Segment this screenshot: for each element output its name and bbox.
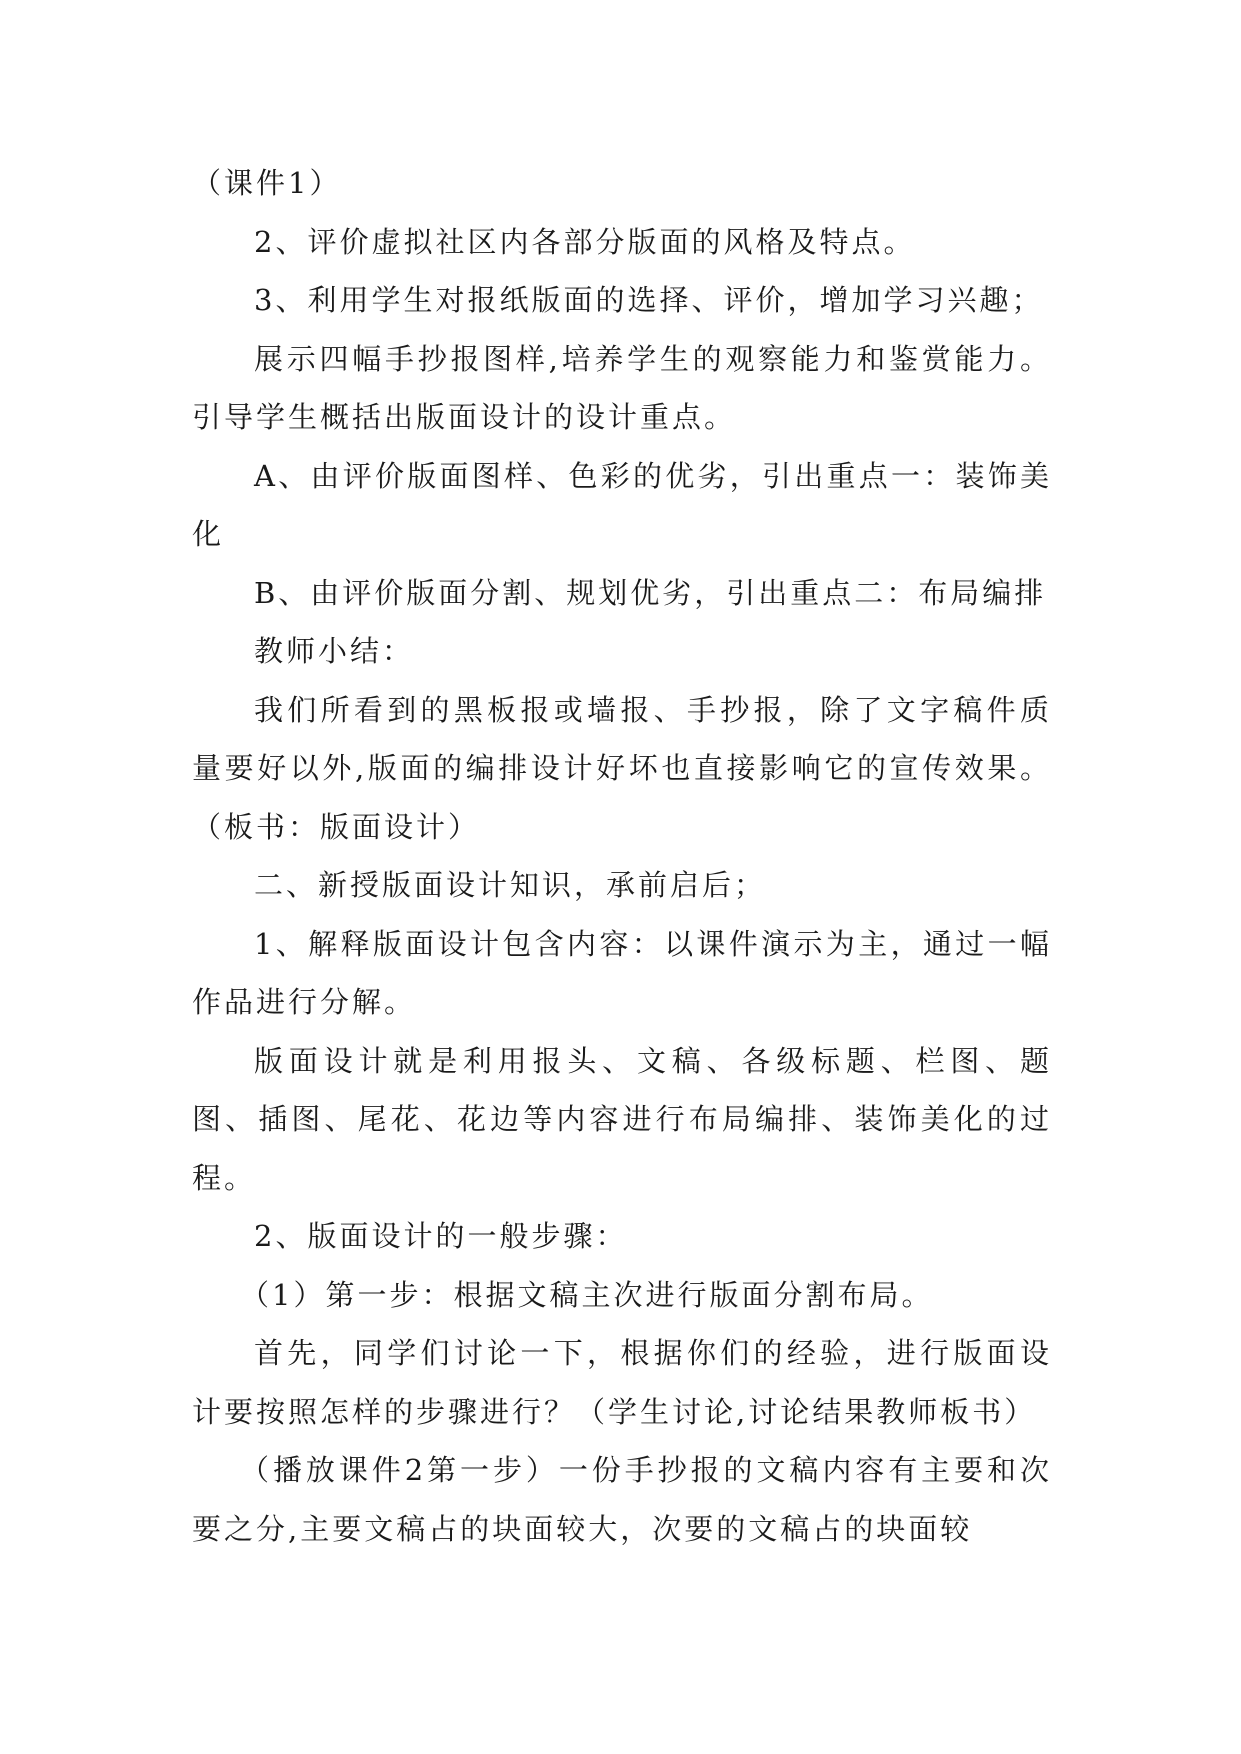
paragraph-section-two-heading: 二、新授版面设计知识，承前启后； [254,868,767,902]
paragraph-explain-content: 1、解释版面设计包含内容：以课件演示为主，通过一幅作品进行分解。 [192,926,1052,1019]
paragraph-teacher-summary-heading: 教师小结： [254,634,415,668]
paragraph-show-samples: 展示四幅手抄报图样,培养学生的观察能力和鉴赏能力。引导学生概括出版面设计的设计重点。 [192,341,1052,434]
paragraph-increase-interest: 3、利用学生对报纸版面的选择、评价，增加学习兴趣； [254,283,1044,317]
paragraph-key-point-b: B、由评价版面分割、规划优劣，引出重点二：布局编排 [254,575,1047,610]
paragraph-courseware-1: （课件1） [192,166,342,200]
paragraph-courseware-2: （播放课件2第一步）一份手抄报的文稿内容有主要和次要之分,主要文稿占的块面较大，次要的文稿占的块面较 [192,1453,1052,1546]
paragraph-evaluate-community: 2、评价虚拟社区内各部分版面的风格及特点。 [254,224,916,259]
paragraph-discussion: 首先，同学们讨论一下，根据你们的经验，进行版面设计要按照怎样的步骤进行？（学生讨论,讨论结果教师板书） [192,1336,1052,1429]
paragraph-step-one: （1）第一步：根据文稿主次进行版面分割布局。 [240,1277,934,1312]
paragraph-key-point-a: A、由评价版面图样、色彩的优劣，引出重点一：装饰美化 [192,458,1052,551]
paragraph-general-steps: 2、版面设计的一般步骤： [254,1219,628,1253]
paragraph-teacher-summary: 我们所看到的黑板报或墙报、手抄报，除了文字稿件质量要好以外,版面的编排设计好坏也直接影响它的宣传效果。（板书：版面设计） [192,692,1052,844]
document-body [192,154,1052,1558]
paragraph-definition: 版面设计就是利用报头、文稿、各级标题、栏图、题图、插图、尾花、花边等内容进行布局编排、装饰美化的过程。 [192,1043,1052,1195]
